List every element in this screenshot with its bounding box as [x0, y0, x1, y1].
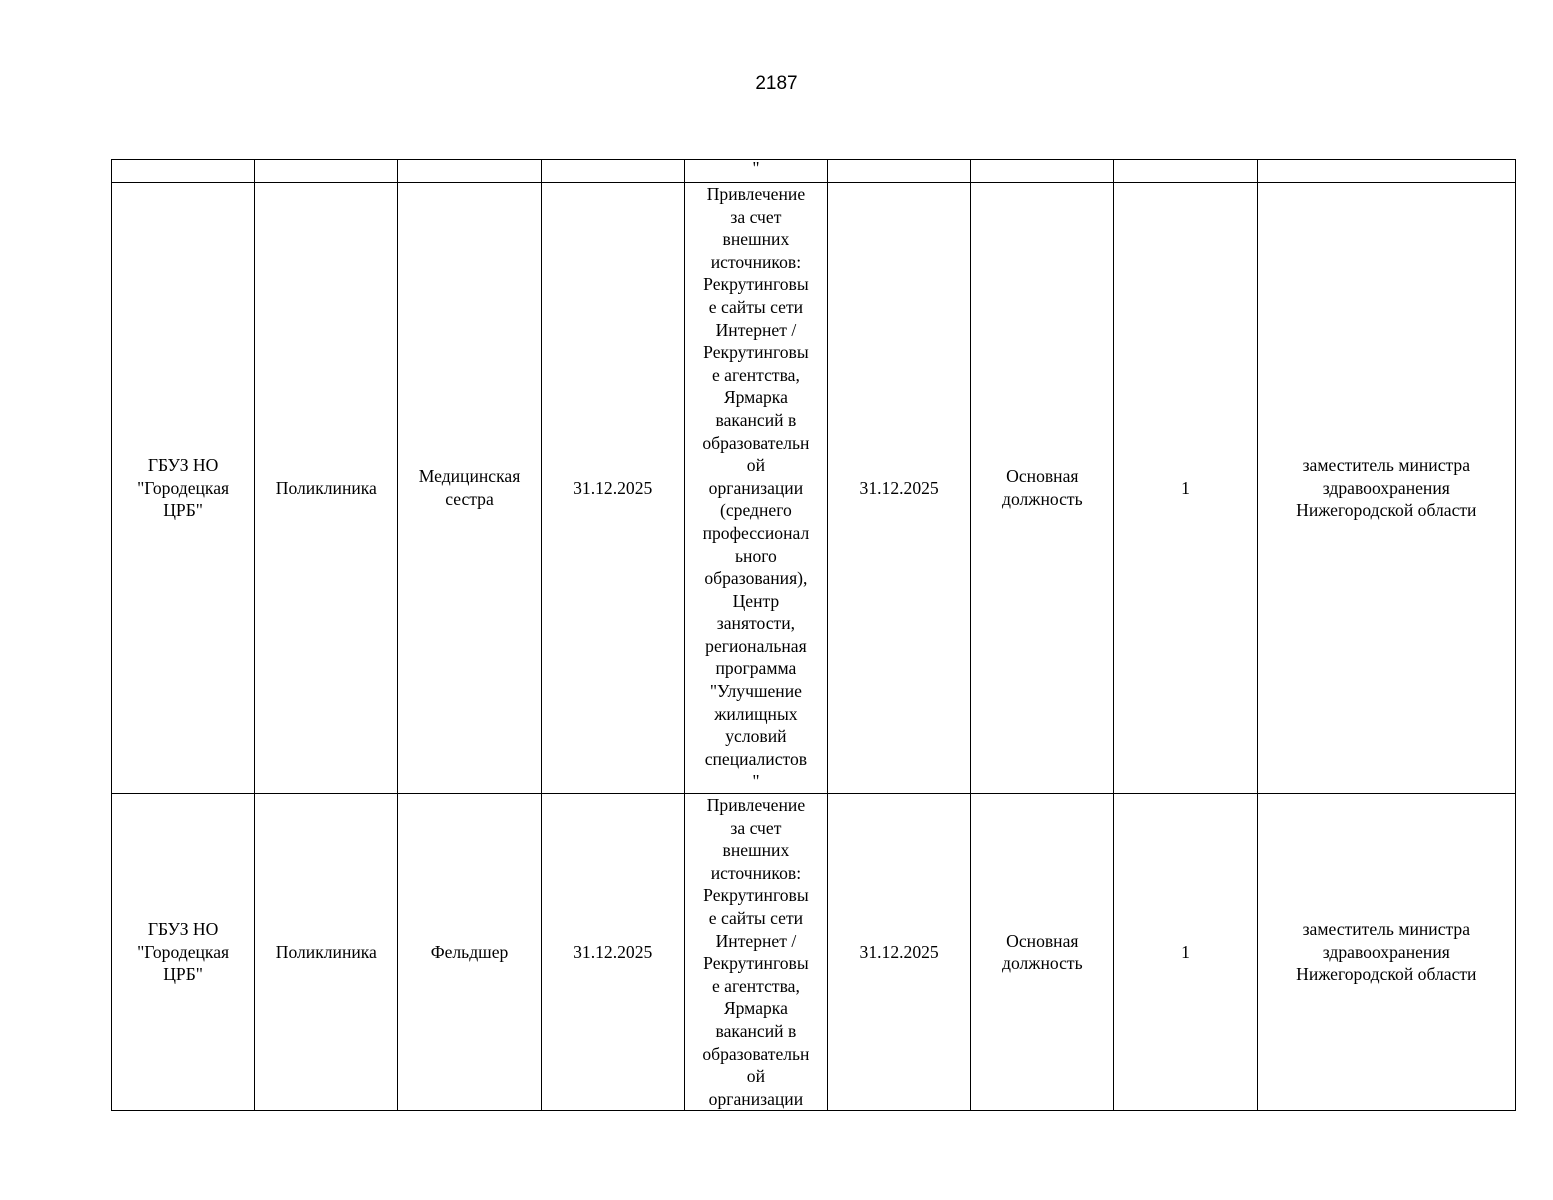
table-cell	[1114, 160, 1257, 183]
method-line: образовательн	[702, 1043, 810, 1064]
method-line: организации	[708, 477, 804, 498]
table-cell	[971, 160, 1114, 183]
method-line: Рекрутинговы	[703, 953, 809, 974]
employment-type-line: Основная	[1006, 466, 1079, 487]
method-line: ьного	[735, 545, 777, 566]
position-line: Фельдшер	[430, 941, 509, 962]
table-cell	[541, 160, 684, 183]
page-number: 2187	[755, 73, 798, 94]
table-cell	[112, 160, 255, 183]
method-line: вакансий в	[715, 409, 797, 430]
method-line: Ярмарка	[723, 387, 788, 408]
organization-line: ГБУЗ НО	[147, 455, 219, 476]
method-line: Интернет /	[715, 319, 797, 340]
date-1-cell	[541, 183, 684, 794]
method-line: специалистов	[704, 748, 808, 769]
responsible-line: Нижегородской области	[1296, 964, 1477, 985]
count-cell	[1114, 794, 1257, 1111]
method-line: Ярмарка	[723, 998, 788, 1019]
method-line: "	[752, 771, 760, 792]
method-line: организации	[708, 1088, 804, 1109]
organization-line: "Городецкая	[137, 477, 230, 498]
position-cell	[398, 183, 541, 794]
responsible-line: заместитель министра	[1302, 455, 1471, 476]
responsible-line: здравоохранения	[1322, 941, 1450, 962]
method-line: вакансий в	[715, 1020, 797, 1041]
responsible-line: Нижегородской области	[1296, 500, 1477, 521]
date-2-text: 31.12.2025	[859, 477, 939, 498]
organization-cell	[112, 794, 255, 1111]
position-line: Медицинская	[418, 466, 521, 487]
method-cell-tail: "	[684, 160, 827, 183]
table-row-continuation	[112, 160, 1516, 183]
responsible-line: здравоохранения	[1322, 477, 1450, 498]
date-2-text: 31.12.2025	[859, 941, 939, 962]
date-1-text: 31.12.2025	[573, 477, 653, 498]
method-line: Рекрутинговы	[703, 885, 809, 906]
method-line: Рекрутинговы	[703, 342, 809, 363]
department-cell	[255, 794, 398, 1111]
method-line: образования),	[704, 568, 808, 589]
date-1-text: 31.12.2025	[573, 941, 653, 962]
method-line: внешних	[722, 229, 790, 250]
table-row	[112, 183, 1516, 794]
method-line: ой	[746, 1066, 766, 1087]
table-cell	[255, 160, 398, 183]
method-cell	[684, 794, 827, 1111]
method-line: занятости,	[716, 613, 796, 634]
employment-type-cell	[971, 183, 1114, 794]
method-line: образовательн	[702, 432, 810, 453]
method-line: Привлечение	[706, 795, 806, 816]
method-line: "Улучшение	[709, 681, 802, 702]
method-line: внешних	[722, 840, 790, 861]
method-cell	[684, 183, 827, 794]
employment-type-line: должность	[1002, 489, 1083, 510]
method-line: Центр	[732, 590, 780, 611]
method-line: е сайты сети	[708, 296, 804, 317]
count-text: 1	[1181, 941, 1190, 962]
staffing-table	[111, 159, 1516, 1111]
method-line: Интернет /	[715, 930, 797, 951]
method-line: Рекрутинговы	[703, 274, 809, 295]
department-text: Поликлиника	[275, 941, 377, 962]
organization-cell	[112, 183, 255, 794]
table-row	[112, 794, 1516, 1111]
count-cell	[1114, 183, 1257, 794]
method-line: программа	[715, 658, 797, 679]
date-2-cell	[828, 794, 971, 1111]
employment-type-cell	[971, 794, 1114, 1111]
method-line: Привлечение	[706, 184, 806, 204]
date-2-cell	[828, 183, 971, 794]
method-line: е сайты сети	[708, 908, 804, 928]
employment-type-line: Основная	[1006, 930, 1079, 951]
organization-line: "Городецкая	[137, 941, 230, 962]
position-line: сестра	[445, 489, 494, 510]
date-1-cell	[541, 794, 684, 1111]
method-line: профессионал	[702, 522, 810, 543]
count-text: 1	[1181, 477, 1190, 498]
table-cell	[1257, 160, 1515, 183]
responsible-cell	[1257, 794, 1515, 1111]
organization-line: ЦРБ"	[163, 964, 203, 985]
method-line: е агентства,	[711, 975, 800, 996]
table-cell	[828, 160, 971, 183]
organization-line: ЦРБ"	[163, 500, 203, 521]
table-cell	[398, 160, 541, 183]
method-line: е агентства,	[711, 364, 800, 385]
method-line: за счет	[730, 206, 782, 227]
organization-line: ГБУЗ НО	[147, 919, 219, 940]
department-cell	[255, 183, 398, 794]
method-line: ой	[746, 455, 766, 476]
method-line: источников:	[710, 862, 802, 883]
department-text: Поликлиника	[275, 477, 377, 498]
method-line: жилищных	[714, 703, 798, 724]
position-cell	[398, 794, 541, 1111]
method-line: источников:	[710, 251, 802, 272]
responsible-line: заместитель министра	[1302, 919, 1471, 940]
employment-type-line: должность	[1002, 953, 1083, 974]
method-line: за счет	[730, 817, 782, 838]
method-line: условий	[725, 726, 787, 747]
responsible-cell	[1257, 183, 1515, 794]
method-line: региональная	[705, 635, 807, 656]
method-line: (среднего	[720, 500, 792, 521]
